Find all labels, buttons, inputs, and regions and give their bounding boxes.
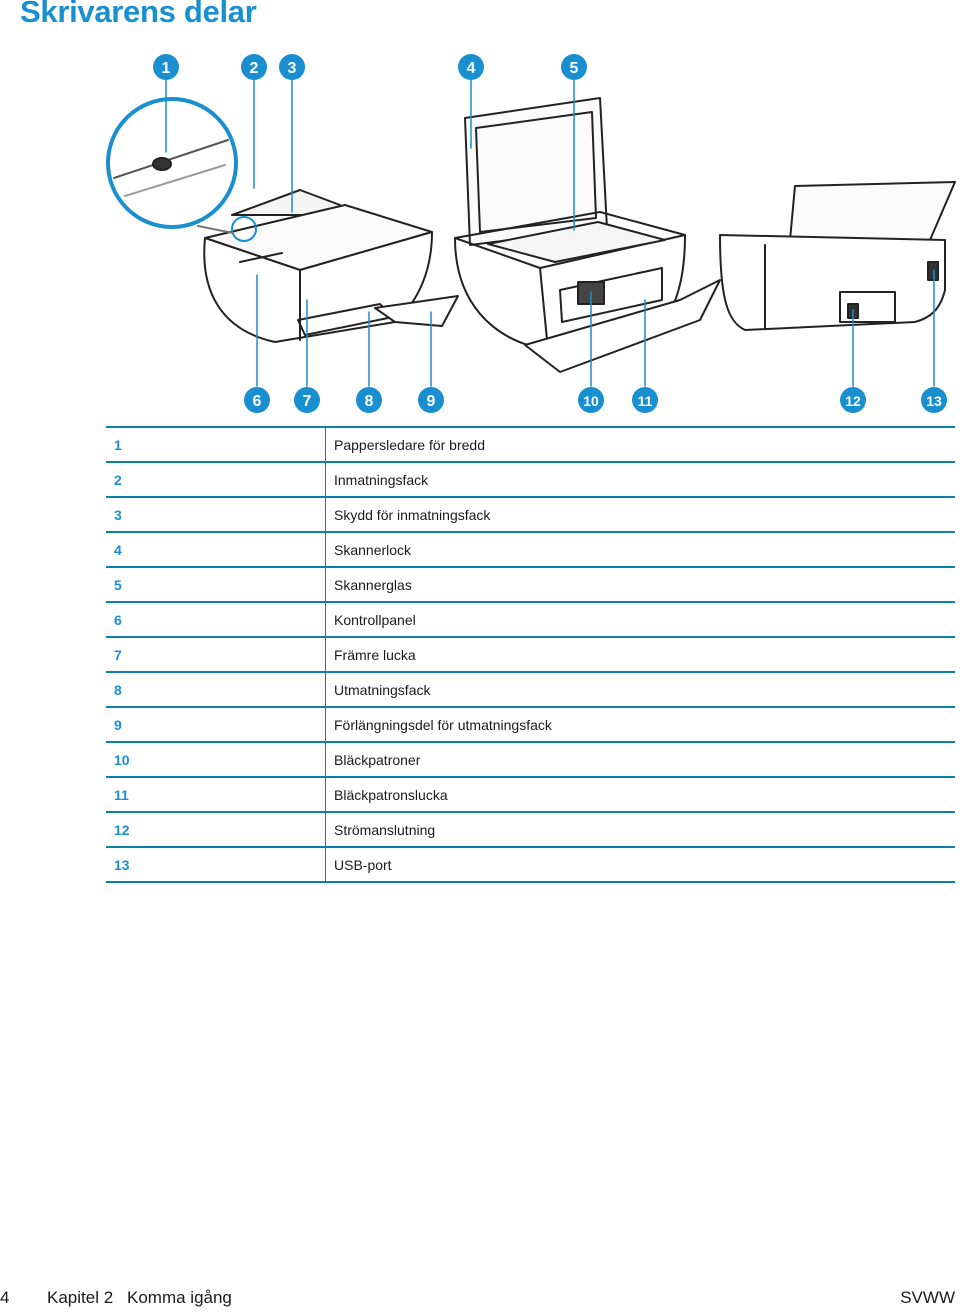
printer-open-view — [455, 98, 720, 372]
part-label: Skannerlock — [326, 532, 956, 567]
table-row — [106, 602, 955, 637]
footer-doc-code: SVWW — [900, 1288, 955, 1307]
part-label: Utmatningsfack — [326, 672, 956, 707]
callout-13: 13 — [926, 393, 942, 409]
part-label: Skannerglas — [326, 567, 956, 602]
callout-6: 6 — [252, 393, 262, 410]
table-row — [106, 742, 955, 777]
part-label: Bläckpatronslucka — [326, 777, 956, 812]
parts-table — [106, 426, 955, 883]
part-label: Skydd för inmatningsfack — [326, 497, 956, 532]
part-number: 7 — [106, 637, 326, 672]
part-number: 9 — [106, 707, 326, 742]
callout-5: 5 — [569, 60, 579, 77]
callout-10: 10 — [583, 393, 599, 409]
table-row — [106, 427, 955, 462]
part-label: Bläckpatroner — [326, 742, 956, 777]
table-row — [106, 637, 955, 672]
paper-width-guide-zoom — [108, 99, 256, 241]
callout-3: 3 — [287, 60, 297, 77]
part-label: Pappersledare för bredd — [326, 427, 956, 462]
table-row — [106, 707, 955, 742]
part-number: 6 — [106, 602, 326, 637]
footer-chapter: Kapitel 2 — [47, 1288, 114, 1307]
part-number: 12 — [106, 812, 326, 847]
table-row — [106, 847, 955, 882]
part-label: Främre lucka — [326, 637, 956, 672]
printer-parts-illustration — [0, 44, 960, 424]
printer-front-view — [204, 190, 458, 342]
callout-2: 2 — [249, 60, 259, 77]
table-row — [106, 567, 955, 602]
table-row — [106, 497, 955, 532]
table-row — [106, 812, 955, 847]
callout-1: 1 — [161, 60, 171, 77]
printer-rear-view — [720, 182, 955, 330]
part-number: 1 — [106, 427, 326, 462]
callout-8: 8 — [364, 393, 374, 410]
part-number: 4 — [106, 532, 326, 567]
part-number: 3 — [106, 497, 326, 532]
table-row — [106, 462, 955, 497]
part-label: Strömanslutning — [326, 812, 956, 847]
callout-7: 7 — [302, 393, 312, 410]
callout-9: 9 — [426, 393, 436, 410]
part-number: 5 — [106, 567, 326, 602]
footer-chapter-title: Komma igång — [127, 1288, 232, 1307]
part-label: Kontrollpanel — [326, 602, 956, 637]
part-number: 11 — [106, 777, 326, 812]
callout-12: 12 — [845, 393, 861, 409]
callout-11: 11 — [637, 393, 653, 409]
part-number: 13 — [106, 847, 326, 882]
table-row — [106, 532, 955, 567]
callout-4: 4 — [466, 60, 476, 77]
table-row — [106, 777, 955, 812]
part-number: 2 — [106, 462, 326, 497]
table-row — [106, 672, 955, 707]
part-label: Förlängningsdel för utmatningsfack — [326, 707, 956, 742]
part-label: Inmatningsfack — [326, 462, 956, 497]
part-number: 10 — [106, 742, 326, 777]
page-title: Skrivarens delar — [20, 0, 257, 29]
part-label: USB-port — [326, 847, 956, 882]
footer-page-number: 4 — [0, 1288, 10, 1307]
part-number: 8 — [106, 672, 326, 707]
